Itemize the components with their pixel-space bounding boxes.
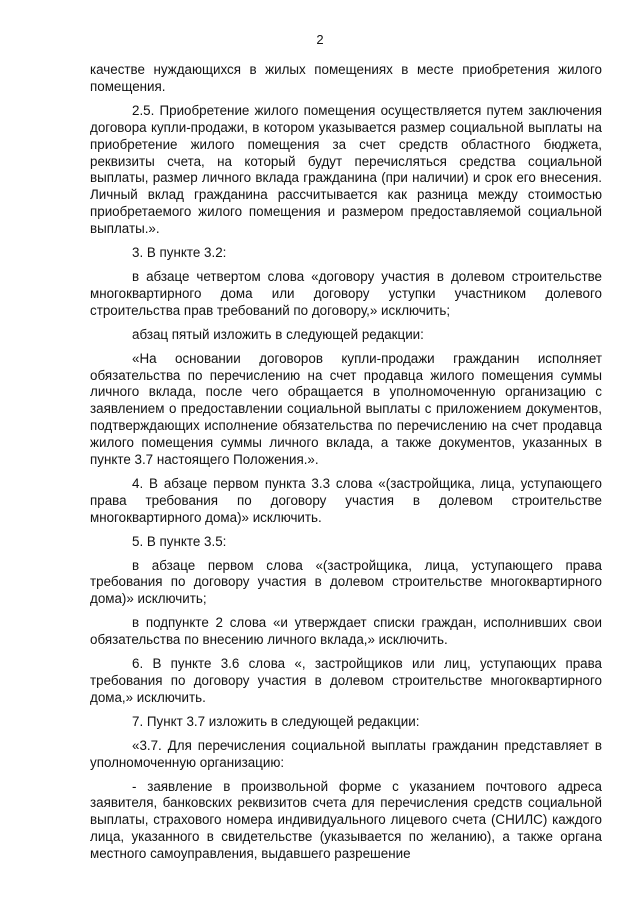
- paragraph: 3. В пункте 3.2:: [132, 245, 227, 261]
- paragraph: 4. В абзаце первом пункта 3.3 слова «(застройщика, лица, уступающего права требования по договору участия в долевом строительстве многоквартирного дома)» исключить.: [90, 475, 602, 525]
- page-number: 2: [316, 32, 324, 47]
- document-body: [90, 62, 602, 870]
- paragraph: в абзаце четвертом слова «договору участия в долевом строительстве многоквартирного дома или договору уступки участником долевого строительства прав требований по договору,» исключить;: [90, 268, 602, 318]
- paragraph: качестве нуждающихся в жилых помещениях в месте приобретения жилого помещения.: [90, 62, 602, 94]
- paragraph: 7. Пункт 3.7 изложить в следующей редакции:: [132, 713, 420, 729]
- paragraph: в подпункте 2 слова «и утверждает списки граждан, исполнивших свои обязательства по внесению личного вклада,» исключить.: [90, 615, 602, 648]
- paragraph: «3.7. Для перечисления социальной выплаты гражданин представляет в уполномоченную организацию:: [90, 737, 602, 770]
- paragraph: 5. В пункте 3.5:: [132, 533, 227, 549]
- paragraph: «На основании договоров купли-продажи гражданин исполняет обязательства по перечислению на счет продавца жилого помещения суммы личного вклада, после чего обращается в уполномоченную организацию с заявлением о предоставлении социальной выплаты с приложением документов, подтверждающих исполнение обязательства по перечислению на счет продавца жилого помещения суммы личного вклада, а также документов, указанных в пункте 3.7 настоящего Положения.».: [90, 350, 602, 468]
- paragraph: - заявление в произвольной форме с указанием почтового адреса заявителя, банковских реквизитов счета для перечисления средств социальной выплаты, страхового номера индивидуального лицевого счета (СНИЛС) каждого лица, указанного в свидетельстве (указывается по желанию), а также органа местного самоуправления, выдавшего разрешение: [90, 778, 602, 862]
- paragraph: абзац пятый изложить в следующей редакции:: [132, 326, 424, 342]
- paragraph: в абзаце первом слова «(застройщика, лица, уступающего права требования по договору участия в долевом строительстве многоквартирного дома)» исключить;: [90, 557, 602, 607]
- paragraph: 2.5. Приобретение жилого помещения осуществляется путем заключения договора купли-продажи, в котором указывается размер социальной выплаты на приобретение жилого помещения за счет средств областного бюджета, реквизиты счета, на который будут перечисляться средства социальной выплаты, размер личного вклада гражданина (при наличии) и срок его внесения. Личный вклад гражданина рассчитывается как разница между стоимостью приобретаемого жилого помещения и размером предоставляемой социальной выплаты.».: [90, 102, 602, 237]
- paragraph: 6. В пункте 3.6 слова «, застройщиков или лиц, уступающих права требования по договору участия в долевом строительстве многоквартирного дома,» исключить.: [90, 656, 602, 705]
